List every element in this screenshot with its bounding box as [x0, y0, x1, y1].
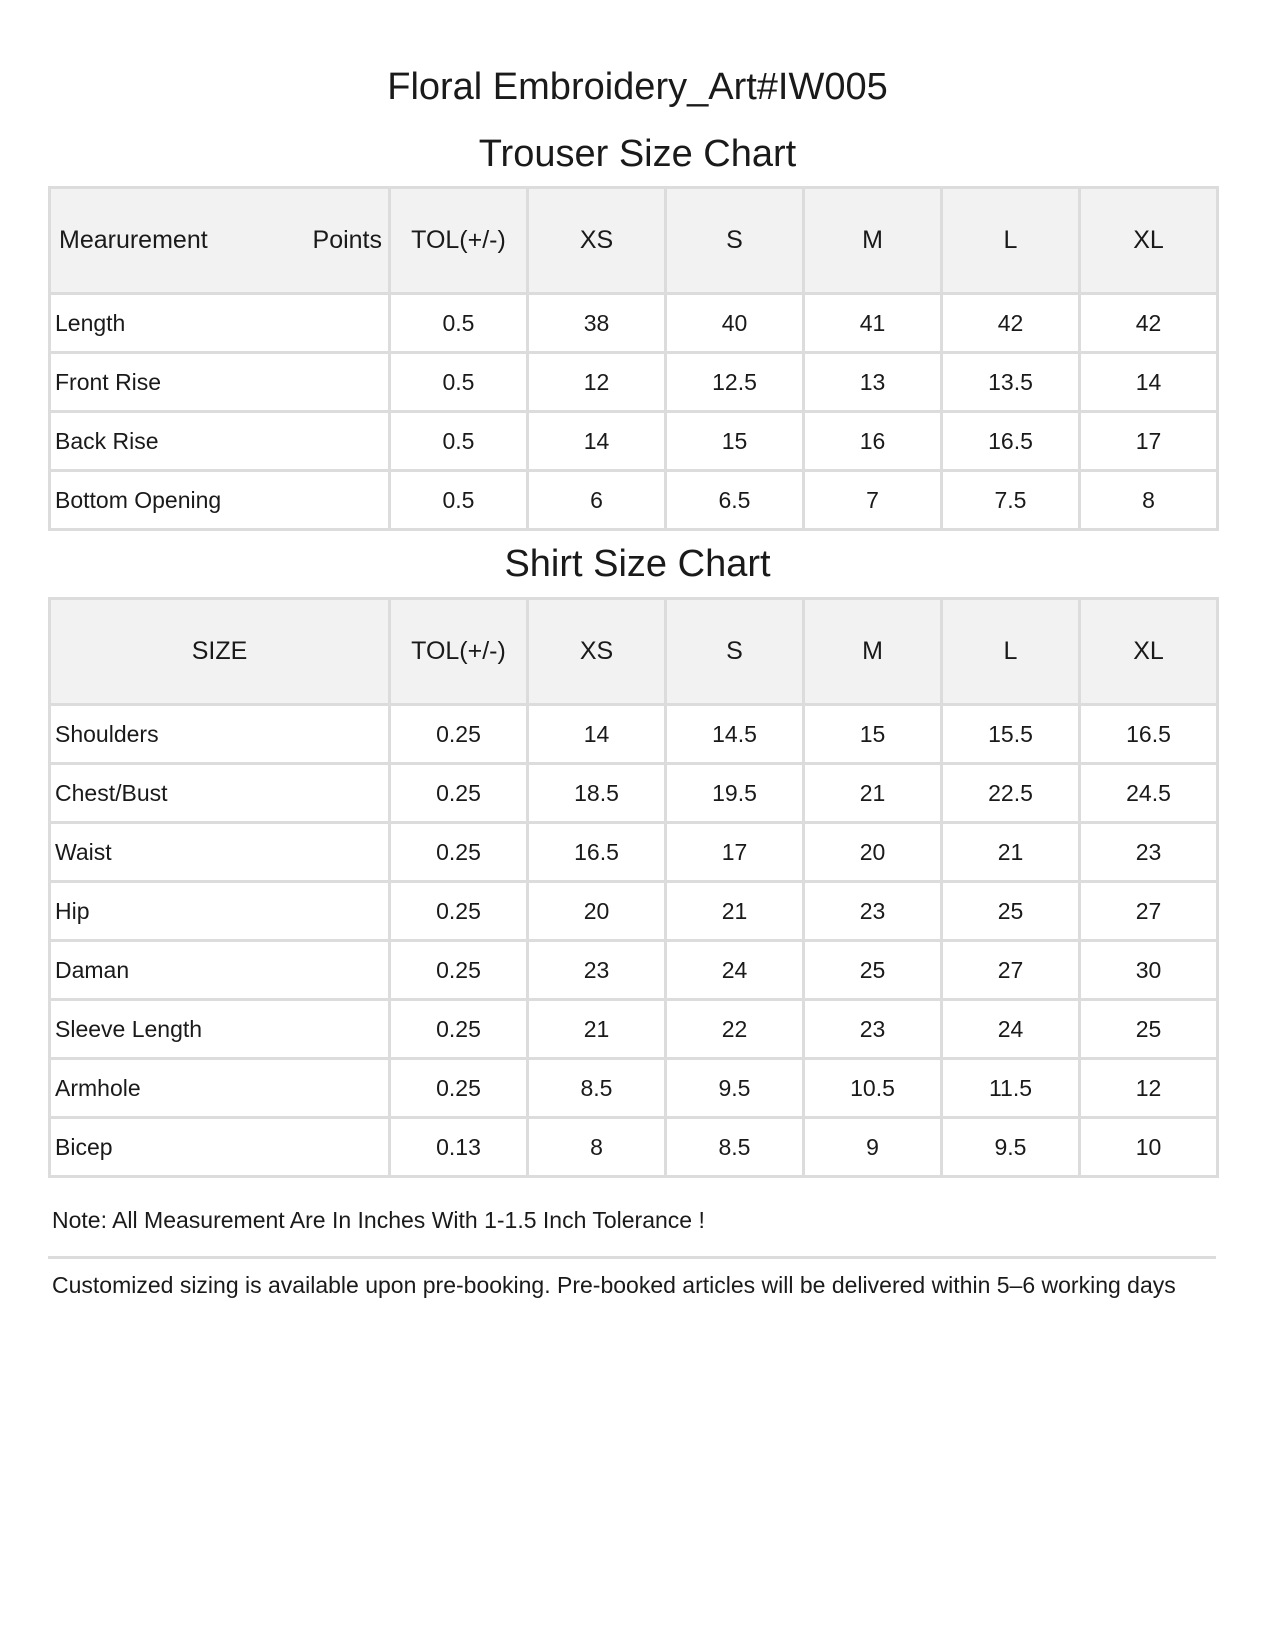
size-value-cell: 11.5 [942, 1059, 1080, 1118]
size-value-cell: 38 [528, 294, 666, 353]
table-row [50, 705, 1218, 764]
size-value-cell: 6.5 [666, 471, 804, 530]
size-value-cell: 41 [804, 294, 942, 353]
row-label: Shoulders [50, 705, 390, 764]
size-value-cell: 13.5 [942, 353, 1080, 412]
size-value-cell: 17 [1080, 412, 1218, 471]
trouser-size-table [48, 186, 1219, 531]
table-row [50, 823, 1218, 882]
row-label: Bicep [50, 1118, 390, 1177]
size-value-cell: 23 [804, 882, 942, 941]
table-row [50, 1118, 1218, 1177]
table-row [50, 471, 1218, 530]
tol-header: TOL(+/-) [390, 599, 528, 705]
row-label: Back Rise [50, 412, 390, 471]
size-header-xl: XL [1080, 599, 1218, 705]
size-value-cell: 15.5 [942, 705, 1080, 764]
tolerance-cell: 0.25 [390, 705, 528, 764]
size-value-cell: 12 [1080, 1059, 1218, 1118]
size-header-s: S [666, 599, 804, 705]
size-value-cell: 17 [666, 823, 804, 882]
size-value-cell: 23 [528, 941, 666, 1000]
row-label: Armhole [50, 1059, 390, 1118]
size-value-cell: 18.5 [528, 764, 666, 823]
size-value-cell: 27 [942, 941, 1080, 1000]
size-value-cell: 21 [666, 882, 804, 941]
size-value-cell: 10.5 [804, 1059, 942, 1118]
tolerance-cell: 0.5 [390, 471, 528, 530]
measurement-points-header [50, 188, 390, 294]
trouser-chart-title: Trouser Size Chart [478, 133, 797, 175]
table-row [50, 882, 1218, 941]
size-value-cell: 14 [1080, 353, 1218, 412]
tolerance-cell: 0.25 [390, 823, 528, 882]
size-value-cell: 13 [804, 353, 942, 412]
size-value-cell: 7 [804, 471, 942, 530]
divider [48, 1256, 1216, 1259]
tolerance-cell: 0.5 [390, 412, 528, 471]
size-value-cell: 10 [1080, 1118, 1218, 1177]
trouser-table-body [50, 294, 1218, 530]
shirt-header-row [50, 599, 1218, 705]
size-value-cell: 24 [942, 1000, 1080, 1059]
size-value-cell: 12.5 [666, 353, 804, 412]
size-value-cell: 8 [1080, 471, 1218, 530]
size-value-cell: 14 [528, 412, 666, 471]
size-value-cell: 22 [666, 1000, 804, 1059]
size-header-l: L [942, 188, 1080, 294]
size-value-cell: 15 [666, 412, 804, 471]
size-value-cell: 8.5 [528, 1059, 666, 1118]
size-header-l: L [942, 599, 1080, 705]
shirt-table-body [50, 705, 1218, 1177]
size-value-cell: 23 [804, 1000, 942, 1059]
row-label: Daman [50, 941, 390, 1000]
tolerance-note: Note: All Measurement Are In Inches With 1-1.5 Inch Tolerance ! [52, 1207, 705, 1233]
size-value-cell: 42 [942, 294, 1080, 353]
size-value-cell: 16.5 [942, 412, 1080, 471]
table-row [50, 412, 1218, 471]
size-value-cell: 21 [942, 823, 1080, 882]
size-value-cell: 40 [666, 294, 804, 353]
size-value-cell: 9.5 [666, 1059, 804, 1118]
size-value-cell: 27 [1080, 882, 1218, 941]
size-value-cell: 19.5 [666, 764, 804, 823]
size-value-cell: 8.5 [666, 1118, 804, 1177]
size-value-cell: 30 [1080, 941, 1218, 1000]
row-label: Front Rise [50, 353, 390, 412]
size-value-cell: 12 [528, 353, 666, 412]
size-value-cell: 21 [804, 764, 942, 823]
custom-sizing-note: Customized sizing is available upon pre-booking. Pre-booked articles will be delivered within 5–6 working days [52, 1272, 1176, 1298]
tolerance-cell: 0.25 [390, 882, 528, 941]
trouser-header-row [50, 188, 1218, 294]
size-value-cell: 25 [942, 882, 1080, 941]
tolerance-cell: 0.25 [390, 1059, 528, 1118]
size-value-cell: 20 [528, 882, 666, 941]
row-label: Waist [50, 823, 390, 882]
table-row [50, 941, 1218, 1000]
size-value-cell: 23 [1080, 823, 1218, 882]
size-value-cell: 20 [804, 823, 942, 882]
size-value-cell: 14.5 [666, 705, 804, 764]
size-value-cell: 14 [528, 705, 666, 764]
measurement-word: Mearurement [59, 226, 208, 254]
size-value-cell: 16.5 [1080, 705, 1218, 764]
tolerance-cell: 0.25 [390, 1000, 528, 1059]
size-value-cell: 22.5 [942, 764, 1080, 823]
size-header-m: M [804, 599, 942, 705]
tolerance-cell: 0.13 [390, 1118, 528, 1177]
points-word: Points [312, 226, 382, 254]
row-label: Sleeve Length [50, 1000, 390, 1059]
size-value-cell: 25 [804, 941, 942, 1000]
size-value-cell: 9 [804, 1118, 942, 1177]
size-value-cell: 21 [528, 1000, 666, 1059]
row-label: Chest/Bust [50, 764, 390, 823]
table-row [50, 353, 1218, 412]
size-header-xs: XS [528, 599, 666, 705]
shirt-size-table [48, 597, 1219, 1178]
size-value-cell: 24 [666, 941, 804, 1000]
table-row [50, 1000, 1218, 1059]
size-value-cell: 25 [1080, 1000, 1218, 1059]
table-row [50, 294, 1218, 353]
row-label: Length [50, 294, 390, 353]
size-value-cell: 9.5 [942, 1118, 1080, 1177]
tol-header: TOL(+/-) [390, 188, 528, 294]
tolerance-cell: 0.25 [390, 764, 528, 823]
size-value-cell: 42 [1080, 294, 1218, 353]
tolerance-cell: 0.25 [390, 941, 528, 1000]
row-label: Bottom Opening [50, 471, 390, 530]
size-value-cell: 16.5 [528, 823, 666, 882]
size-value-cell: 24.5 [1080, 764, 1218, 823]
row-label: Hip [50, 882, 390, 941]
document-title: Floral Embroidery_Art#IW005 [387, 66, 888, 108]
size-header-xl: XL [1080, 188, 1218, 294]
size-value-cell: 6 [528, 471, 666, 530]
size-value-cell: 16 [804, 412, 942, 471]
tolerance-cell: 0.5 [390, 294, 528, 353]
table-row [50, 764, 1218, 823]
table-row [50, 1059, 1218, 1118]
size-label-header: SIZE [50, 599, 390, 705]
size-header-m: M [804, 188, 942, 294]
size-value-cell: 8 [528, 1118, 666, 1177]
tolerance-cell: 0.5 [390, 353, 528, 412]
shirt-chart-title: Shirt Size Chart [504, 543, 771, 585]
size-value-cell: 15 [804, 705, 942, 764]
size-header-xs: XS [528, 188, 666, 294]
size-value-cell: 7.5 [942, 471, 1080, 530]
size-header-s: S [666, 188, 804, 294]
